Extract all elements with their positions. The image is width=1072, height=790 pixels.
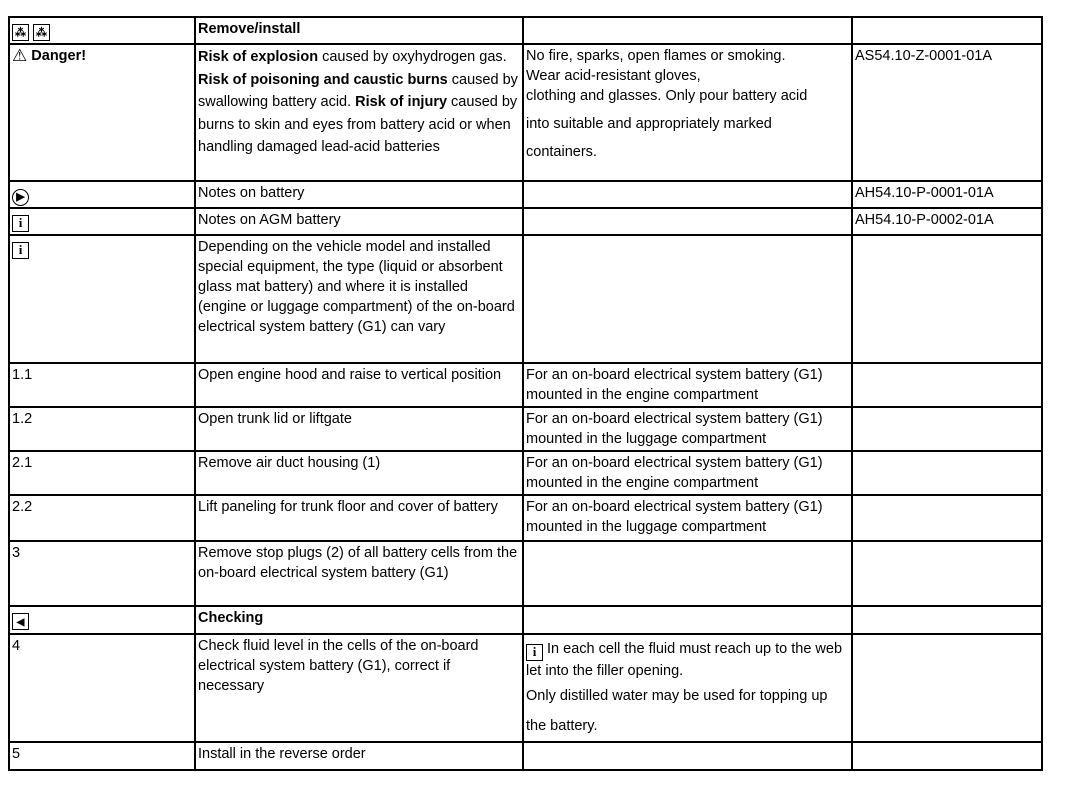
table-row [9, 363, 1042, 407]
step-text: Remove air duct housing (1) [195, 451, 523, 495]
danger-remedy: No fire, sparks, open flames or smoking. Wear acid-resistant gloves, clothing and glasses. Only pour battery acid into suitable and appropriately marked containers. [523, 44, 852, 181]
note-row: i Notes on AGM battery AH54.10-P-0002-01A [9, 208, 1042, 235]
danger-label: Danger! [31, 48, 87, 64]
step-number: 1.2 [9, 407, 195, 451]
note-icon: ▶ [12, 189, 29, 206]
note-reference[interactable]: AH54.10-P-0001-01A [852, 181, 1042, 208]
warning-icon: ⚠ [12, 46, 28, 65]
step-note: For an on-board electrical system battery (G1) mounted in the luggage compartment [523, 407, 852, 451]
step-number: 4 [9, 634, 195, 742]
checking-icon [12, 613, 29, 630]
header-row [9, 17, 1042, 44]
step-number: 2.2 [9, 495, 195, 541]
step-text: Install in the reverse order [195, 742, 523, 770]
table-row [9, 495, 1042, 541]
note-row: ▶ Notes on battery AH54.10-P-0001-01A [9, 181, 1042, 208]
danger-reference[interactable]: AS54.10-Z-0001-01A [852, 44, 1042, 181]
table-row [9, 407, 1042, 451]
note-reference[interactable]: AH54.10-P-0002-01A [852, 208, 1042, 235]
checking-row [9, 606, 1042, 634]
step-text: Open engine hood and raise to vertical position [195, 363, 523, 407]
remove-icon [12, 24, 29, 41]
step-note: i In each cell the fluid must reach up to the web let into the filler opening. Only distilled water may be used for topping up the battery. [523, 634, 852, 742]
table-row [9, 634, 1042, 742]
table-row [9, 541, 1042, 606]
step-number: 2.1 [9, 451, 195, 495]
info-icon [12, 215, 29, 232]
info-icon [12, 242, 29, 259]
table-row [9, 451, 1042, 495]
install-icon [33, 24, 50, 41]
step-note: For an on-board electrical system battery (G1) mounted in the engine compartment [523, 363, 852, 407]
step-text: Lift paneling for trunk floor and cover of battery [195, 495, 523, 541]
danger-text: Risk of explosion caused by oxyhydrogen gas. Risk of poisoning and caustic burns caused by swallowing battery acid. Risk of injury caused by burns to skin and eyes from battery acid or when handling damaged lead-acid batteries [195, 44, 523, 181]
step-text: Open trunk lid or liftgate [195, 407, 523, 451]
checking-title: Checking [195, 606, 523, 634]
step-text: Remove stop plugs (2) of all battery cells from the on-board electrical system battery (G1) [195, 541, 523, 606]
note-row: i Depending on the vehicle model and installed special equipment, the type (liquid or absorbent glass mat battery) and where it is installed (engine or luggage compartment) of the on-board electrical system battery (G1) can vary [9, 235, 1042, 363]
danger-row [9, 44, 1042, 181]
step-number: 3 [9, 541, 195, 606]
step-note: For an on-board electrical system battery (G1) mounted in the luggage compartment [523, 495, 852, 541]
procedure-table [8, 16, 1043, 771]
step-number: 1.1 [9, 363, 195, 407]
info-icon [526, 644, 543, 661]
step-number: 5 [9, 742, 195, 770]
section-title: Remove/install [195, 17, 523, 44]
step-text: Check fluid level in the cells of the on-board electrical system battery (G1), correct if necessary [195, 634, 523, 742]
step-note: For an on-board electrical system battery (G1) mounted in the engine compartment [523, 451, 852, 495]
table-row [9, 742, 1042, 770]
